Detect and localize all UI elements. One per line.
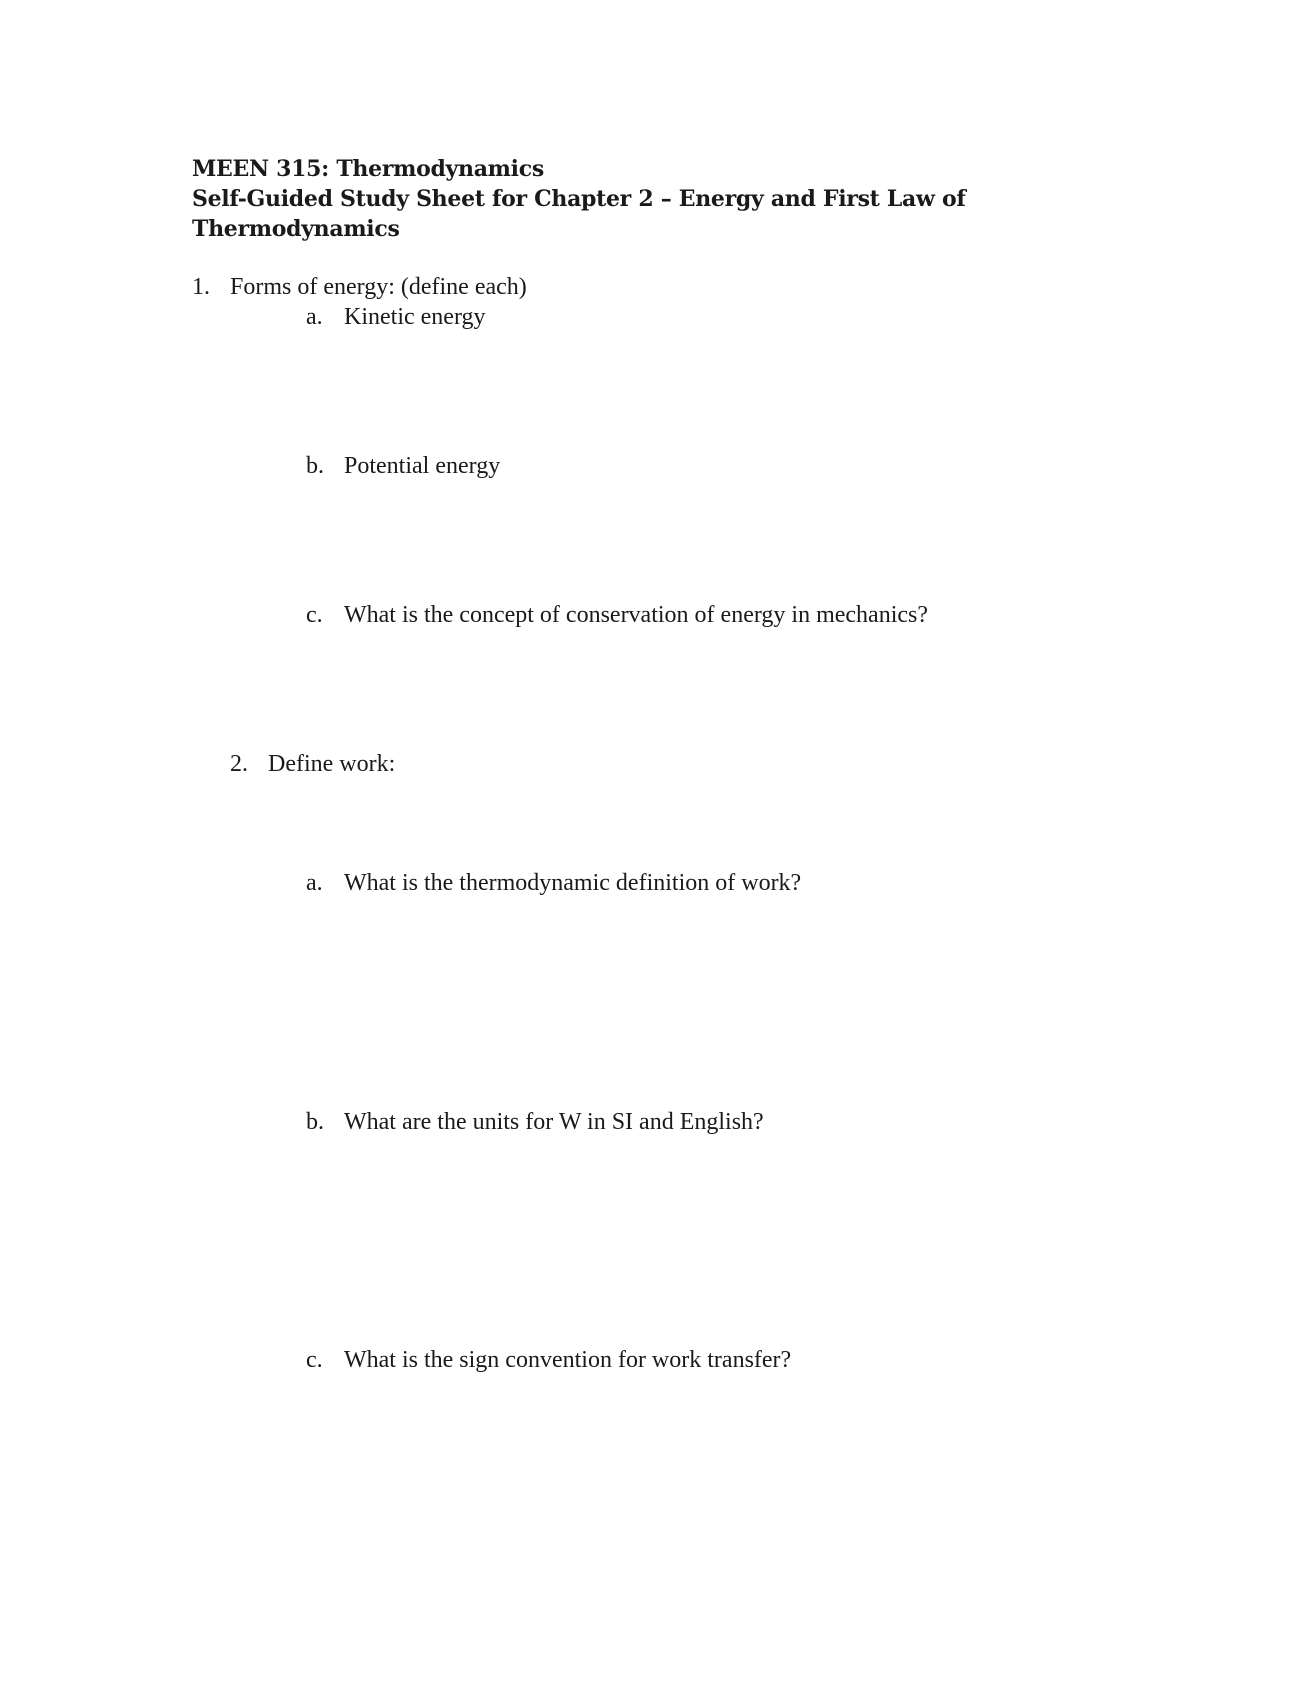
question-1-text: Forms of energy: (define each) (230, 274, 527, 300)
question-1b-letter: b. (306, 453, 324, 479)
question-2b-letter: b. (306, 1109, 324, 1135)
course-title: MEEN 315: Thermodynamics (192, 156, 544, 182)
question-1-number: 1. (192, 274, 210, 300)
question-2-text: Define work: (268, 751, 396, 777)
question-2a-text: What is the thermodynamic definition of work? (344, 870, 802, 896)
question-2a-letter: a. (306, 870, 323, 896)
question-1b-text: Potential energy (344, 453, 501, 479)
question-1a-letter: a. (306, 304, 323, 330)
question-2-number: 2. (230, 751, 248, 777)
study-sheet-title-line2: Thermodynamics (192, 216, 400, 242)
question-2b-text: What are the units for W in SI and English? (344, 1109, 764, 1135)
question-1a-text: Kinetic energy (344, 304, 486, 330)
study-sheet-title-line1: Self-Guided Study Sheet for Chapter 2 – Energy and First Law of (192, 186, 966, 212)
question-2c-letter: c. (306, 1347, 323, 1373)
question-1c-letter: c. (306, 602, 323, 628)
question-2c-text: What is the sign convention for work transfer? (344, 1347, 792, 1373)
question-1c-text: What is the concept of conservation of energy in mechanics? (344, 602, 929, 628)
